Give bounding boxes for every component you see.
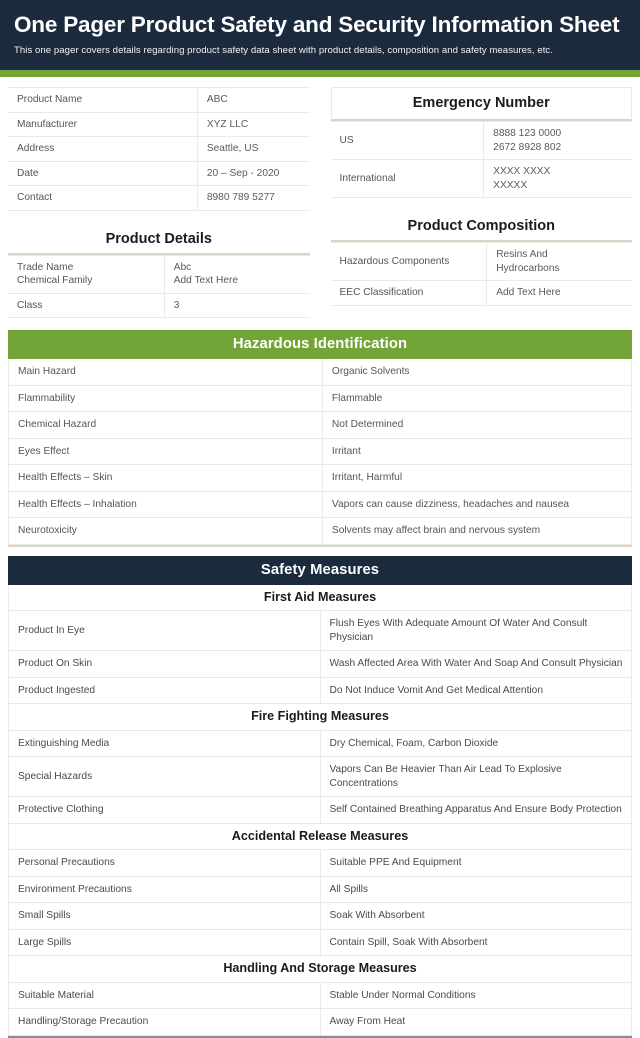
- row-value: Stable Under Normal Conditions: [320, 982, 632, 1009]
- table-row: [8, 88, 310, 113]
- table-row: [9, 359, 632, 385]
- table-row: [331, 122, 633, 160]
- table-row: [9, 438, 632, 465]
- top-section: [0, 77, 640, 318]
- emergency-number-title: Emergency Number: [412, 95, 550, 111]
- product-details-table: [8, 255, 310, 319]
- table-row: [9, 850, 632, 877]
- hazardous-identification-rows: [9, 359, 632, 544]
- group-header-row: [9, 585, 632, 611]
- row-label: Product On Skin: [9, 651, 321, 678]
- row-label: Suitable Material: [9, 982, 321, 1009]
- table-row: [9, 929, 632, 956]
- safety-measures-banner: Safety Measures: [8, 556, 632, 585]
- table-row: [8, 161, 310, 186]
- page-header: [0, 0, 640, 70]
- group-header-row: [9, 704, 632, 731]
- row-value: Dry Chemical, Foam, Carbon Dioxide: [320, 730, 632, 757]
- table-row: [331, 281, 633, 306]
- row-value: Abc Add Text Here: [164, 255, 309, 293]
- row-label: US: [331, 122, 484, 160]
- emergency-number-rows: [331, 122, 633, 198]
- row-value: Irritant, Harmful: [322, 465, 631, 492]
- table-row: [9, 1009, 632, 1036]
- page-body: [0, 77, 640, 1038]
- table-row: [8, 137, 310, 162]
- table-row: [9, 730, 632, 757]
- table-row: [8, 186, 310, 211]
- product-composition-table: [331, 242, 633, 306]
- row-label: Health Effects – Inhalation: [9, 491, 323, 518]
- row-value: Vapors can cause dizziness, headaches and nausea: [322, 491, 631, 518]
- product-info-table: [8, 87, 310, 211]
- group-header-row: [9, 956, 632, 983]
- row-value: XYZ LLC: [197, 112, 309, 137]
- table-row: [8, 293, 310, 318]
- row-label: Handling/Storage Precaution: [9, 1009, 321, 1036]
- row-label: Large Spills: [9, 929, 321, 956]
- row-label: Trade Name Chemical Family: [8, 255, 164, 293]
- page-title: One Pager Product Safety and Security Information Sheet: [14, 12, 620, 37]
- row-value: 8980 789 5277: [197, 186, 309, 211]
- row-label: Hazardous Components: [331, 243, 487, 281]
- row-label: Environment Precautions: [9, 876, 321, 903]
- row-value: Irritant: [322, 438, 631, 465]
- row-value: Do Not Induce Vomit And Get Medical Attention: [320, 677, 632, 704]
- hazardous-identification-banner: Hazardous Identification: [8, 330, 632, 359]
- group-title: Accidental Release Measures: [9, 823, 632, 850]
- table-row: [9, 677, 632, 704]
- row-label: Health Effects – Skin: [9, 465, 323, 492]
- row-value: Wash Affected Area With Water And Soap And Consult Physician: [320, 651, 632, 678]
- row-value: Add Text Here: [487, 281, 632, 306]
- table-row: [9, 412, 632, 439]
- table-row: [8, 255, 310, 293]
- row-value: All Spills: [320, 876, 632, 903]
- row-value: Resins And Hydrocarbons: [487, 243, 632, 281]
- product-details-section: [8, 224, 310, 319]
- row-value: Contain Spill, Soak With Absorbent: [320, 929, 632, 956]
- row-label: Main Hazard: [9, 359, 323, 385]
- row-label: Protective Clothing: [9, 797, 321, 824]
- group-title: First Aid Measures: [9, 585, 632, 611]
- row-label: Special Hazards: [9, 757, 321, 797]
- emergency-number-section: [331, 87, 633, 198]
- table-row: [9, 651, 632, 678]
- row-value: 20 – Sep - 2020: [197, 161, 309, 186]
- product-composition-section: [331, 211, 633, 306]
- product-info-rows: [8, 88, 310, 211]
- row-value: Flammable: [322, 385, 631, 412]
- row-value: Vapors Can Be Heavier Than Air Lead To Explosive Concentrations: [320, 757, 632, 797]
- table-row: [9, 385, 632, 412]
- right-column: [331, 87, 633, 318]
- row-label: Personal Precautions: [9, 850, 321, 877]
- product-details-title: Product Details: [8, 224, 310, 255]
- product-composition-title: Product Composition: [331, 211, 633, 242]
- table-row: [9, 518, 632, 545]
- product-composition-rows: [331, 243, 633, 306]
- row-value: Self Contained Breathing Apparatus And Ensure Body Protection: [320, 797, 632, 824]
- row-value: Suitable PPE And Equipment: [320, 850, 632, 877]
- row-label: EEC Classification: [331, 281, 487, 306]
- hazardous-identification-bottom-rule: [8, 545, 632, 547]
- row-label: Eyes Effect: [9, 438, 323, 465]
- row-label: Class: [8, 293, 164, 318]
- table-row: [9, 982, 632, 1009]
- row-value: 8888 123 0000 2672 8928 802: [484, 122, 632, 160]
- row-value: Not Determined: [322, 412, 631, 439]
- row-value: 3: [164, 293, 309, 318]
- group-title: Handling And Storage Measures: [9, 956, 632, 983]
- table-row: [9, 903, 632, 930]
- product-details-rows: [8, 255, 310, 318]
- row-label: Extinguishing Media: [9, 730, 321, 757]
- row-label: Neurotoxicity: [9, 518, 323, 545]
- hazardous-identification-section: [0, 330, 640, 547]
- row-value: XXXX XXXX XXXXX: [484, 160, 632, 198]
- table-row: [8, 112, 310, 137]
- row-label: Flammability: [9, 385, 323, 412]
- table-row: [9, 876, 632, 903]
- table-row: [9, 757, 632, 797]
- row-value: Away From Heat: [320, 1009, 632, 1036]
- safety-measures-table: [8, 585, 632, 1036]
- row-value: ABC: [197, 88, 309, 113]
- hazardous-identification-table: [8, 359, 632, 545]
- row-label: Manufacturer: [8, 112, 197, 137]
- row-label: Product Name: [8, 88, 197, 113]
- emergency-number-table: [331, 121, 633, 198]
- page-bottom-rule: [8, 1036, 632, 1038]
- row-label: Product In Eye: [9, 611, 321, 651]
- row-value: Seattle, US: [197, 137, 309, 162]
- safety-measures-section: [0, 556, 640, 1038]
- row-label: Date: [8, 161, 197, 186]
- header-accent-bar: [0, 70, 640, 77]
- row-label: Small Spills: [9, 903, 321, 930]
- table-row: [9, 465, 632, 492]
- left-column: [8, 87, 310, 318]
- row-value: Flush Eyes With Adequate Amount Of Water And Consult Physician: [320, 611, 632, 651]
- table-row: [9, 491, 632, 518]
- emergency-number-title-box: [331, 87, 633, 121]
- safety-measures-rows: [9, 585, 632, 1036]
- row-label: Chemical Hazard: [9, 412, 323, 439]
- row-label: Product Ingested: [9, 677, 321, 704]
- table-row: [9, 611, 632, 651]
- row-label: Contact: [8, 186, 197, 211]
- row-label: Address: [8, 137, 197, 162]
- table-row: [9, 797, 632, 824]
- row-value: Organic Solvents: [322, 359, 631, 385]
- page-subtitle: This one pager covers details regarding product safety data sheet with product details, composition and safety measures, etc.: [14, 45, 553, 56]
- row-value: Soak With Absorbent: [320, 903, 632, 930]
- row-label: International: [331, 160, 484, 198]
- group-title: Fire Fighting Measures: [9, 704, 632, 731]
- row-value: Solvents may affect brain and nervous system: [322, 518, 631, 545]
- table-row: [331, 160, 633, 198]
- table-row: [331, 243, 633, 281]
- group-header-row: [9, 823, 632, 850]
